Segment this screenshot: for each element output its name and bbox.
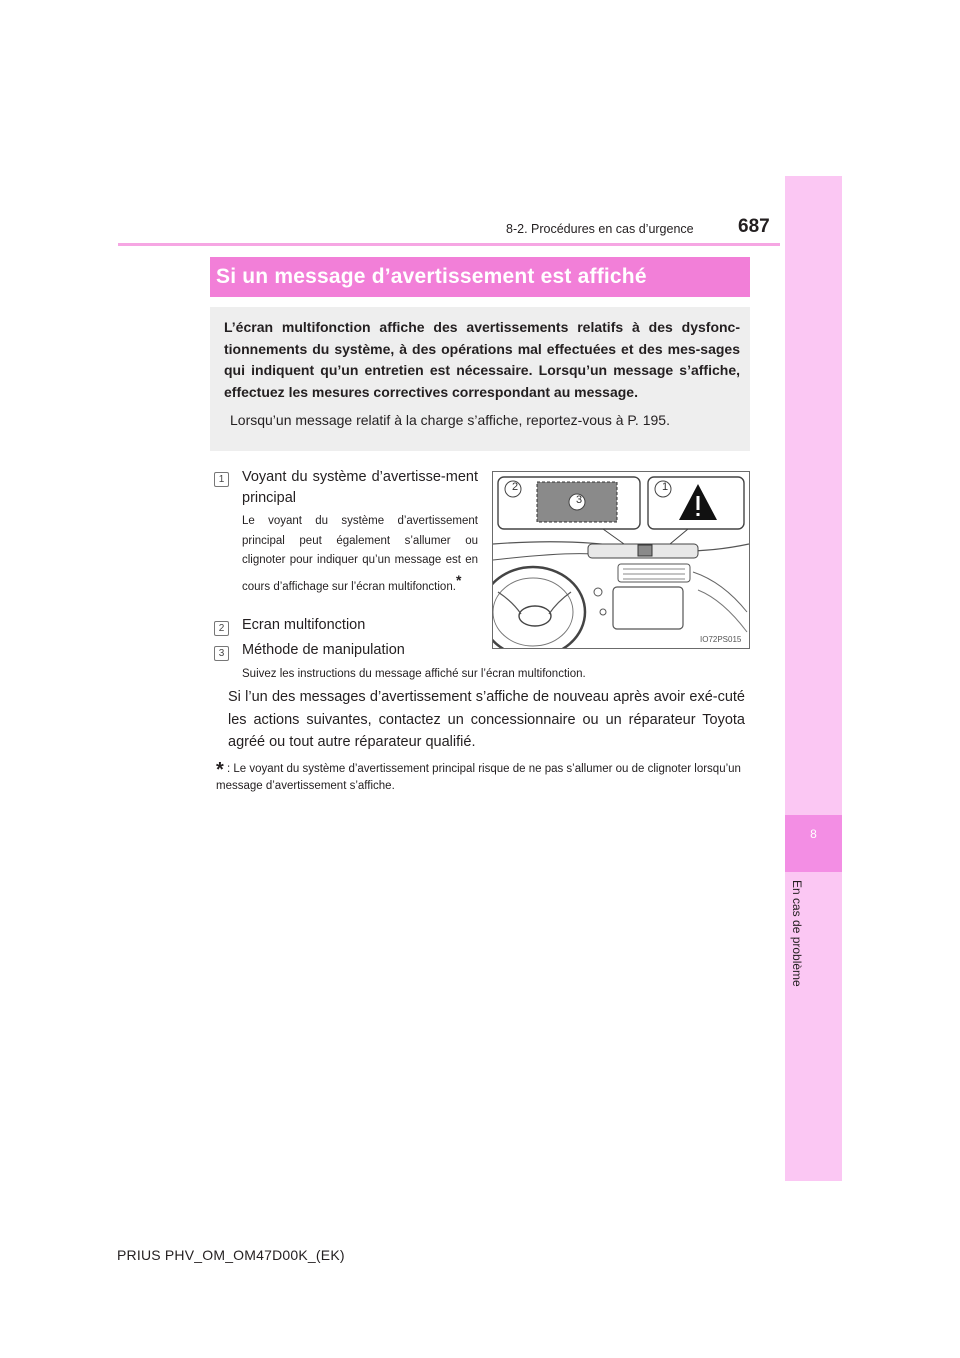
item-3-desc: Suivez les instructions du message affiché sur l’écran multifonction. [242, 668, 586, 680]
intro-note: Lorsqu’un message relatif à la charge s’affiche, reportez-vous à P. 195. [230, 412, 670, 428]
callout-label-1: 1 [662, 481, 669, 493]
item-2-title: Ecran multifonction [242, 617, 366, 633]
chapter-side-tab [785, 176, 842, 1181]
chapter-number-tab [785, 815, 842, 872]
page-number: 687 [738, 216, 770, 237]
intro-box [210, 307, 750, 451]
header-rule [118, 243, 780, 246]
follow-up-paragraph: Si l’un des messages d’avertissement s’affiche de nouveau après avoir exé-cuté les actions suivantes, contactez un concessionnaire ou un réparateur Toyota agréé ou tout autre réparateur qualifié. [228, 689, 745, 750]
item-3-badge: 3 [214, 643, 229, 661]
item-1-badge: 1 [214, 469, 229, 487]
section-header: 8-2. Procédures en cas d’urgence [506, 222, 694, 236]
intro-text: L’écran multifonction affiche des avertissements relatifs à des dysfonc-tionnements du système, à des opérations mal effectuées et des mes-sages qui indiquent qu’un entretien est nécessaire. Lorsqu’un message s’affiche, effectuez les mesures correctives correspondant au message. [224, 319, 740, 400]
item-1-title: Voyant du système d’avertisse-ment principal [242, 469, 478, 506]
dashboard-illustration [492, 471, 750, 649]
callout-label-3: 3 [576, 494, 583, 506]
item-3-title: Méthode de manipulation [242, 642, 405, 658]
center-screen-shape [613, 587, 683, 629]
callout-label-2: 2 [512, 481, 519, 493]
footnote: * : Le voyant du système d’avertissement principal risque de ne pas s’allumer ou de clignoter lorsqu’un message d’avertissement s’affiche. [216, 759, 741, 792]
footnote-mark: * [216, 759, 224, 781]
footer-doc-id: PRIUS PHV_OM_OM47D00K_(EK) [117, 1247, 345, 1263]
chapter-title-vertical: En cas de problème [790, 880, 804, 987]
dashboard-drawing [493, 472, 749, 648]
chapter-number: 8 [810, 827, 817, 841]
asterisk-mark: * [455, 571, 462, 588]
item-1-desc: Le voyant du système d’avertissement principal peut également s’allumer ou clignoter pour indiquer qu’un message est en cours d’affichage sur l’écran multifonction.* [242, 515, 478, 593]
illustration-code: IO72PS015 [700, 635, 742, 644]
item-2-badge: 2 [214, 618, 229, 636]
steering-wheel-shape [493, 567, 585, 648]
page-title: Si un message d’avertissement est affiché [210, 257, 750, 297]
